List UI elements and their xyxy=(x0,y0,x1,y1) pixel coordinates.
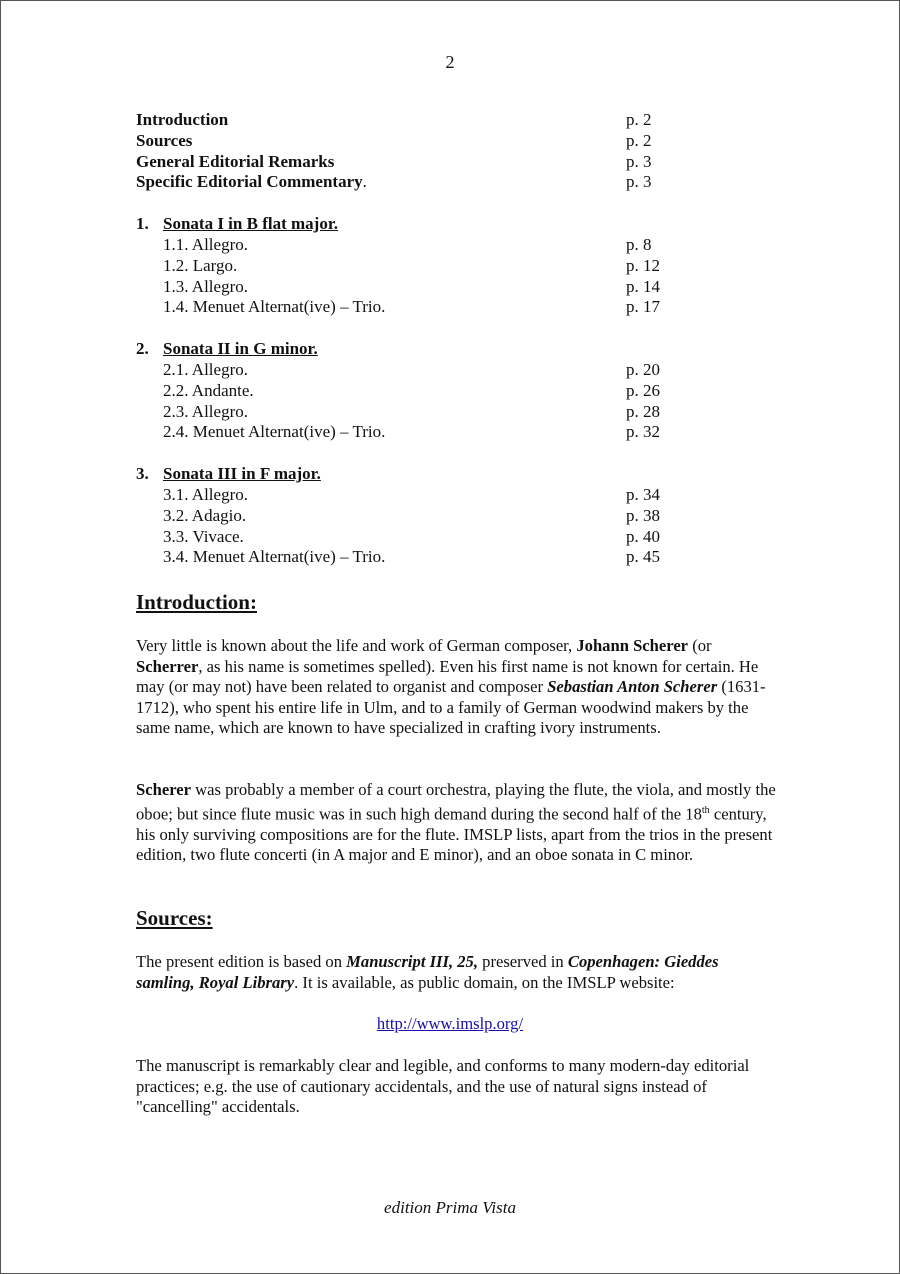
toc-entry-sources[interactable] xyxy=(136,131,696,152)
movement-page: p. 32 xyxy=(626,422,660,442)
movement-page: p. 14 xyxy=(626,276,660,296)
movement-page: p. 20 xyxy=(626,359,660,379)
movement-label: 2.2. Andante. xyxy=(163,380,254,400)
toc-sonata-1[interactable] xyxy=(136,214,696,235)
toc-movement[interactable] xyxy=(136,235,696,256)
toc-movement[interactable] xyxy=(136,277,696,298)
toc-label: Sources xyxy=(136,130,193,150)
toc-page: p. 3 xyxy=(626,172,652,192)
page-number: 2 xyxy=(445,52,455,72)
toc-movement[interactable] xyxy=(136,256,696,277)
toc-movement[interactable] xyxy=(136,527,696,548)
sonata-title: Sonata III in F major. xyxy=(163,464,321,484)
movement-page: p. 45 xyxy=(626,547,660,567)
sonata-number: 2. xyxy=(136,339,149,359)
toc-sonata-2[interactable] xyxy=(136,339,696,360)
movement-label: 3.2. Adagio. xyxy=(163,505,247,525)
footer-publisher: edition Prima Vista xyxy=(384,1198,516,1217)
movement-page: p. 34 xyxy=(626,484,660,504)
movement-page: p. 17 xyxy=(626,297,660,317)
movement-label: 3.4. Menuet Alternat(ive) – Trio. xyxy=(163,547,386,567)
sources-paragraph-2: The manuscript is remarkably clear and legible, and conforms to many modern-day editorial practices; e.g. the use of cautionary accidentals, and the use of natural signs instead of "cancelling" accidentals. xyxy=(136,1056,750,1117)
sonata-number: 3. xyxy=(136,464,149,484)
movement-label: 2.3. Allegro. xyxy=(163,401,248,421)
toc-movement[interactable] xyxy=(136,547,696,568)
movement-page: p. 26 xyxy=(626,380,660,400)
toc-label: Introduction xyxy=(136,110,229,129)
toc-movement[interactable] xyxy=(136,422,696,443)
movement-page: p. 8 xyxy=(626,234,652,254)
toc-movement[interactable] xyxy=(136,297,696,318)
movement-label: 1.1. Allegro. xyxy=(163,234,248,254)
table-of-contents xyxy=(136,110,696,568)
movement-label: 3.1. Allegro. xyxy=(163,484,248,504)
movement-page: p. 12 xyxy=(626,255,660,275)
movement-label: 1.2. Largo. xyxy=(163,255,238,275)
toc-page: p. 2 xyxy=(626,110,652,129)
introduction-heading: Introduction: xyxy=(136,590,257,614)
toc-page: p. 3 xyxy=(626,151,652,171)
movement-label: 3.3. Vivace. xyxy=(163,526,244,546)
toc-movement[interactable] xyxy=(136,485,696,506)
toc-entry-introduction[interactable] xyxy=(136,110,696,131)
movement-label: 2.4. Menuet Alternat(ive) – Trio. xyxy=(163,422,386,442)
introduction-paragraph-2: Scherer was probably a member of a court orchestra, playing the flute, the viola, and mostly the oboe; but since flute music was in such high demand during the second half of the 18th century, his only surviving compositions are for the flute. IMSLP lists, apart from the trios in the present edition, two flute concerti (in A major and E minor), and an oboe sonata in C minor. xyxy=(136,780,776,865)
sonata-title: Sonata I in B flat major. xyxy=(163,214,339,234)
toc-label: Specific Editorial Commentary. xyxy=(136,172,367,192)
sonata-title: Sonata II in G minor. xyxy=(163,339,318,359)
movement-label: 2.1. Allegro. xyxy=(163,359,248,379)
movement-page: p. 38 xyxy=(626,505,660,525)
toc-movement[interactable] xyxy=(136,381,696,402)
toc-movement[interactable] xyxy=(136,360,696,381)
toc-page: p. 2 xyxy=(626,130,652,150)
imslp-link-line xyxy=(0,1014,900,1034)
movement-page: p. 28 xyxy=(626,401,660,421)
sonata-number: 1. xyxy=(136,214,149,234)
toc-movement[interactable] xyxy=(136,506,696,527)
toc-label: General Editorial Remarks xyxy=(136,151,335,171)
toc-entry-specific-editorial-commentary[interactable] xyxy=(136,172,696,193)
toc-sonata-3[interactable] xyxy=(136,464,696,485)
introduction-paragraph-1: Very little is known about the life and work of German composer, Johann Scherer (or Scherrer, as his name is sometimes spelled). Even his first name is not known for certain. He may (or may not) have been related to organist and composer Sebastian Anton Scherer (1631-1712), who spent his entire life in Ulm, and to a family of German woodwind makers by the same name, which are known to have specialized in crafting ivory instruments. xyxy=(136,636,766,738)
imslp-link[interactable]: http://www.imslp.org/ xyxy=(376,1014,524,1033)
toc-movement[interactable] xyxy=(136,402,696,423)
sources-heading: Sources: xyxy=(136,906,213,930)
toc-entry-general-editorial-remarks[interactable] xyxy=(136,152,696,173)
movement-label: 1.4. Menuet Alternat(ive) – Trio. xyxy=(163,297,386,317)
movement-label: 1.3. Allegro. xyxy=(163,276,248,296)
sources-paragraph-1: The present edition is based on Manuscript III, 25, preserved in Copenhagen: Gieddes samling, Royal Library. It is available, as public domain, on the IMSLP website: xyxy=(136,952,719,992)
movement-page: p. 40 xyxy=(626,526,660,546)
